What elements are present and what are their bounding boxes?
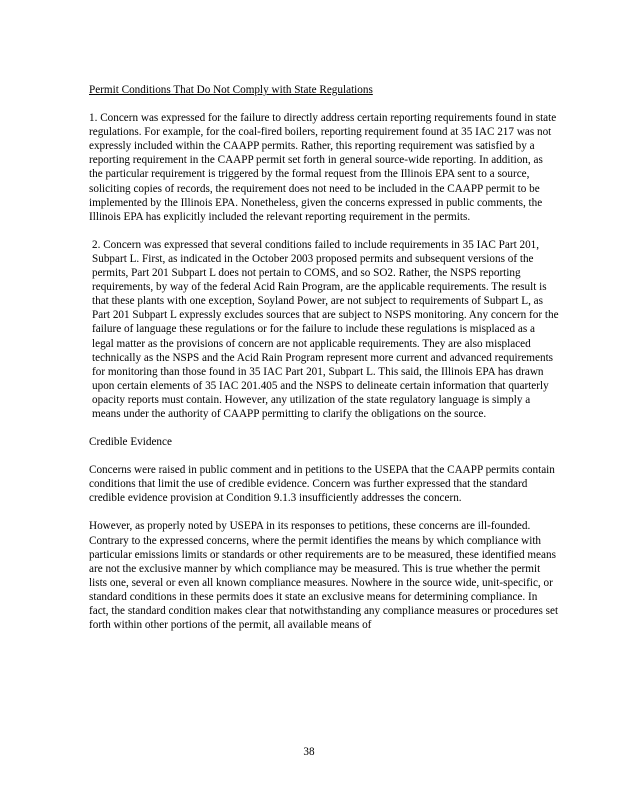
section-heading: Permit Conditions That Do Not Comply with State Regulations [89, 84, 373, 96]
paragraph-credible-evidence-concerns: Concerns were raised in public comment and in petitions to the USEPA that the CAAPP permits contain conditions that limit the use of credible evidence. Concern was further expressed that the standard credible evidence provision at Condition 9.1.3 insufficiently addresses the concern. [89, 464, 555, 505]
page-number: 38 [303, 746, 315, 758]
paragraph-reporting-requirements: 1. Concern was expressed for the failure to directly address certain reporting requirements found in state regulations. For example, for the coal-fired boilers, reporting requirement found at 35 IAC 217 was not expressly included within the CAAPP permits. Rather, this reporting requirement was satisfied by a reporting requirement in the CAAPP permit set forth in general source-wide reporting. In addition, as the particular requirement is triggered by the formal request from the Illinois EPA sent to a source, soliciting copies of records, the requirement does not need to be included in the CAAPP permit to be implemented by the Illinois EPA. Nonetheless, given the concerns expressed in public comments, the Illinois EPA has explicitly included the relevant reporting requirement in the permits. [89, 112, 557, 223]
credible-evidence-heading: Credible Evidence [89, 436, 172, 449]
paragraph-usepa-response: However, as properly noted by USEPA in its responses to petitions, these concerns are ill-founded. Contrary to the expressed concerns, where the permit identifies the means by which compliance with particular emissions limits or standards or other requirements are to be measured, these identified means are not the exclusive manner by which compliance may be measured. This is true whether the permit lists one, several or even all known compliance measures. Nowhere in the source wide, unit-specific, or standard conditions in these permits does it state an exclusive means for determining compliance. In fact, the standard condition makes clear that notwithstanding any compliance measures or procedures set forth within other portions of the permit, all available means of [89, 520, 559, 632]
document-page [89, 83, 559, 632]
paragraph-subpart-l: 2. Concern was expressed that several conditions failed to include requirements in 35 IAC Part 201, Subpart L. First, as indicated in the October 2003 proposed permits and subsequent versions of the permits, Part 201 Subpart L does not pertain to COMS, and so SO2. Rather, the NSPS reporting requirements, by way of the federal Acid Rain Program, are the applicable requirements. The result is that these plants with one exception, Soyland Power, are not subject to requirements of Subpart L, as Part 201 Subpart L expressly excludes sources that are subject to NSPS monitoring. Any concern for the failure of language these regulations or for the failure to include these regulations is misplaced as a legal matter as the provisions of concern are not applicable requirements. They are also misplaced technically as the NSPS and the Acid Rain Program represent more current and advanced requirements for monitoring than those found in 35 IAC Part 201, Subpart L. This said, the Illinois EPA has drawn upon certain elements of 35 IAC 201.405 and the NSPS to delineate certain information that quarterly opacity reports must contain. However, any utilization of the state regulatory language is simply a means under the authority of CAAPP permitting to clarify the obligations on the source. [92, 238, 559, 420]
